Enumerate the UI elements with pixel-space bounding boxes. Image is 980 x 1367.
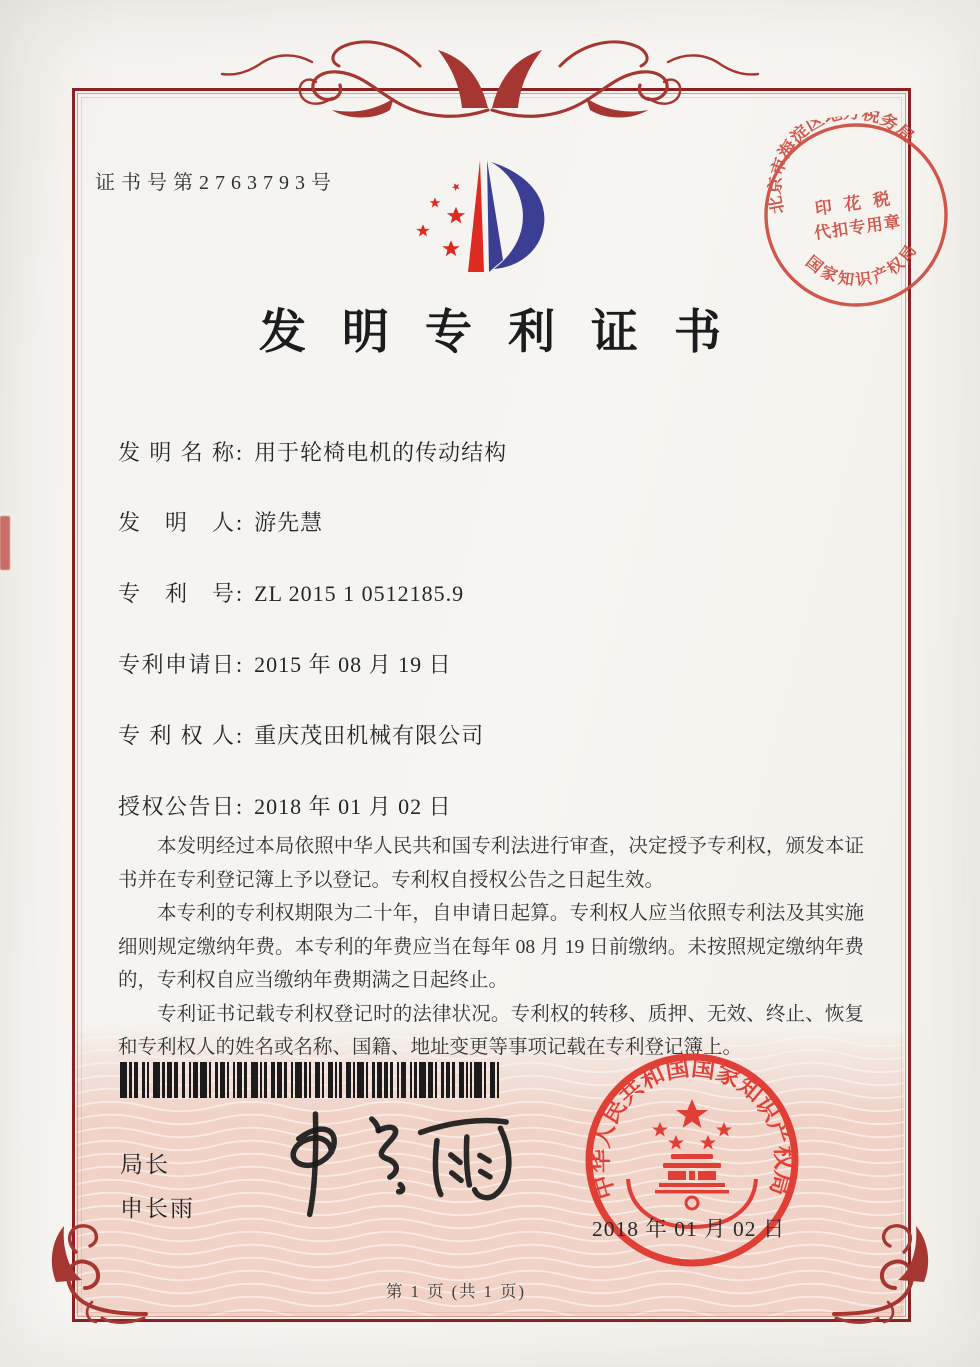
field-colon: : [236,723,243,748]
certificate-number: 证书号第2763793号 [95,172,337,194]
field-row-inventor [118,506,323,537]
handwritten-signature [262,1096,522,1226]
field-row-invention-name [118,436,507,467]
field-row-filing-date [118,648,452,679]
field-value: 2015 年 08 月 19 日 [254,652,452,677]
body-paragraph: 专利证书记载专利权登记时的法律状况。专利权的转移、质押、无效、终止、恢复和专利权人的姓名或名称、国籍、地址变更等事项记载在专利登记簿上。 [118,1003,864,1058]
field-colon: : [236,581,243,606]
field-value: 游先慧 [254,510,324,535]
national-emblem-icon [628,1099,756,1227]
field-value: 重庆茂田机械有限公司 [254,723,485,748]
body-paragraph: 本发明经过本局依照中华人民共和国专利法进行审查，决定授予专利权，颁发本证书并在专利登记簿上予以登记。专利权自授权公告之日起生效。 [118,836,864,891]
field-label: 专利权人 [118,723,234,748]
field-label: 专利申请日 [118,652,234,677]
field-colon: : [236,440,243,465]
field-colon: : [236,652,243,677]
signer-name: 申长雨 [120,1195,195,1221]
stamp-center-line1: 印 花 税 [813,188,896,219]
field-label: 发明名称 [118,440,234,465]
field-label: 专利号 [118,581,234,606]
page-number-footer: 第 1 页 (共 1 页) [385,1282,527,1301]
certificate-title-text: 发明专利证书 [259,307,757,359]
signer-role-label: 局长 [120,1151,170,1177]
field-value: 2018 年 01 月 02 日 [254,794,452,819]
scan-red-smudge [0,516,10,570]
barcode [120,1062,503,1098]
field-label: 发明人 [118,510,234,535]
cnipa-logo-icon [398,150,570,290]
stamp-center-line2: 代扣专用章 [813,211,903,243]
stamp-arc-bottom-text: 国家知识产权局 [802,240,922,290]
body-paragraph: 本专利的专利权期限为二十年，自申请日起算。专利权人应当依照专利法及其实施细则规定缴纳年费。本专利的年费应当在每年 08 月 19 日前缴纳。未按照规定缴纳年费的，专利权自应当缴纳年费期满之日起终止。 [118,903,864,991]
legal-text-block [118,830,864,1065]
field-row-patentee [118,719,484,750]
field-row-grant-date [118,790,452,821]
field-colon: : [236,794,243,819]
stamp-arc-top-text: 北京市海淀区地方税务局 [767,105,916,216]
tax-office-stamp [743,102,969,328]
field-label: 授权公告日 [118,794,234,819]
field-row-patent-number [118,577,464,608]
field-value: ZL 2015 1 0512185.9 [254,581,465,606]
seal-date: 2018 年 01 月 02 日 [592,1217,786,1241]
field-colon: : [236,510,243,535]
field-value: 用于轮椅电机的传动结构 [254,440,508,465]
seal-ring-text: 中华人民共和国国家知识产权局 [587,1055,797,1202]
